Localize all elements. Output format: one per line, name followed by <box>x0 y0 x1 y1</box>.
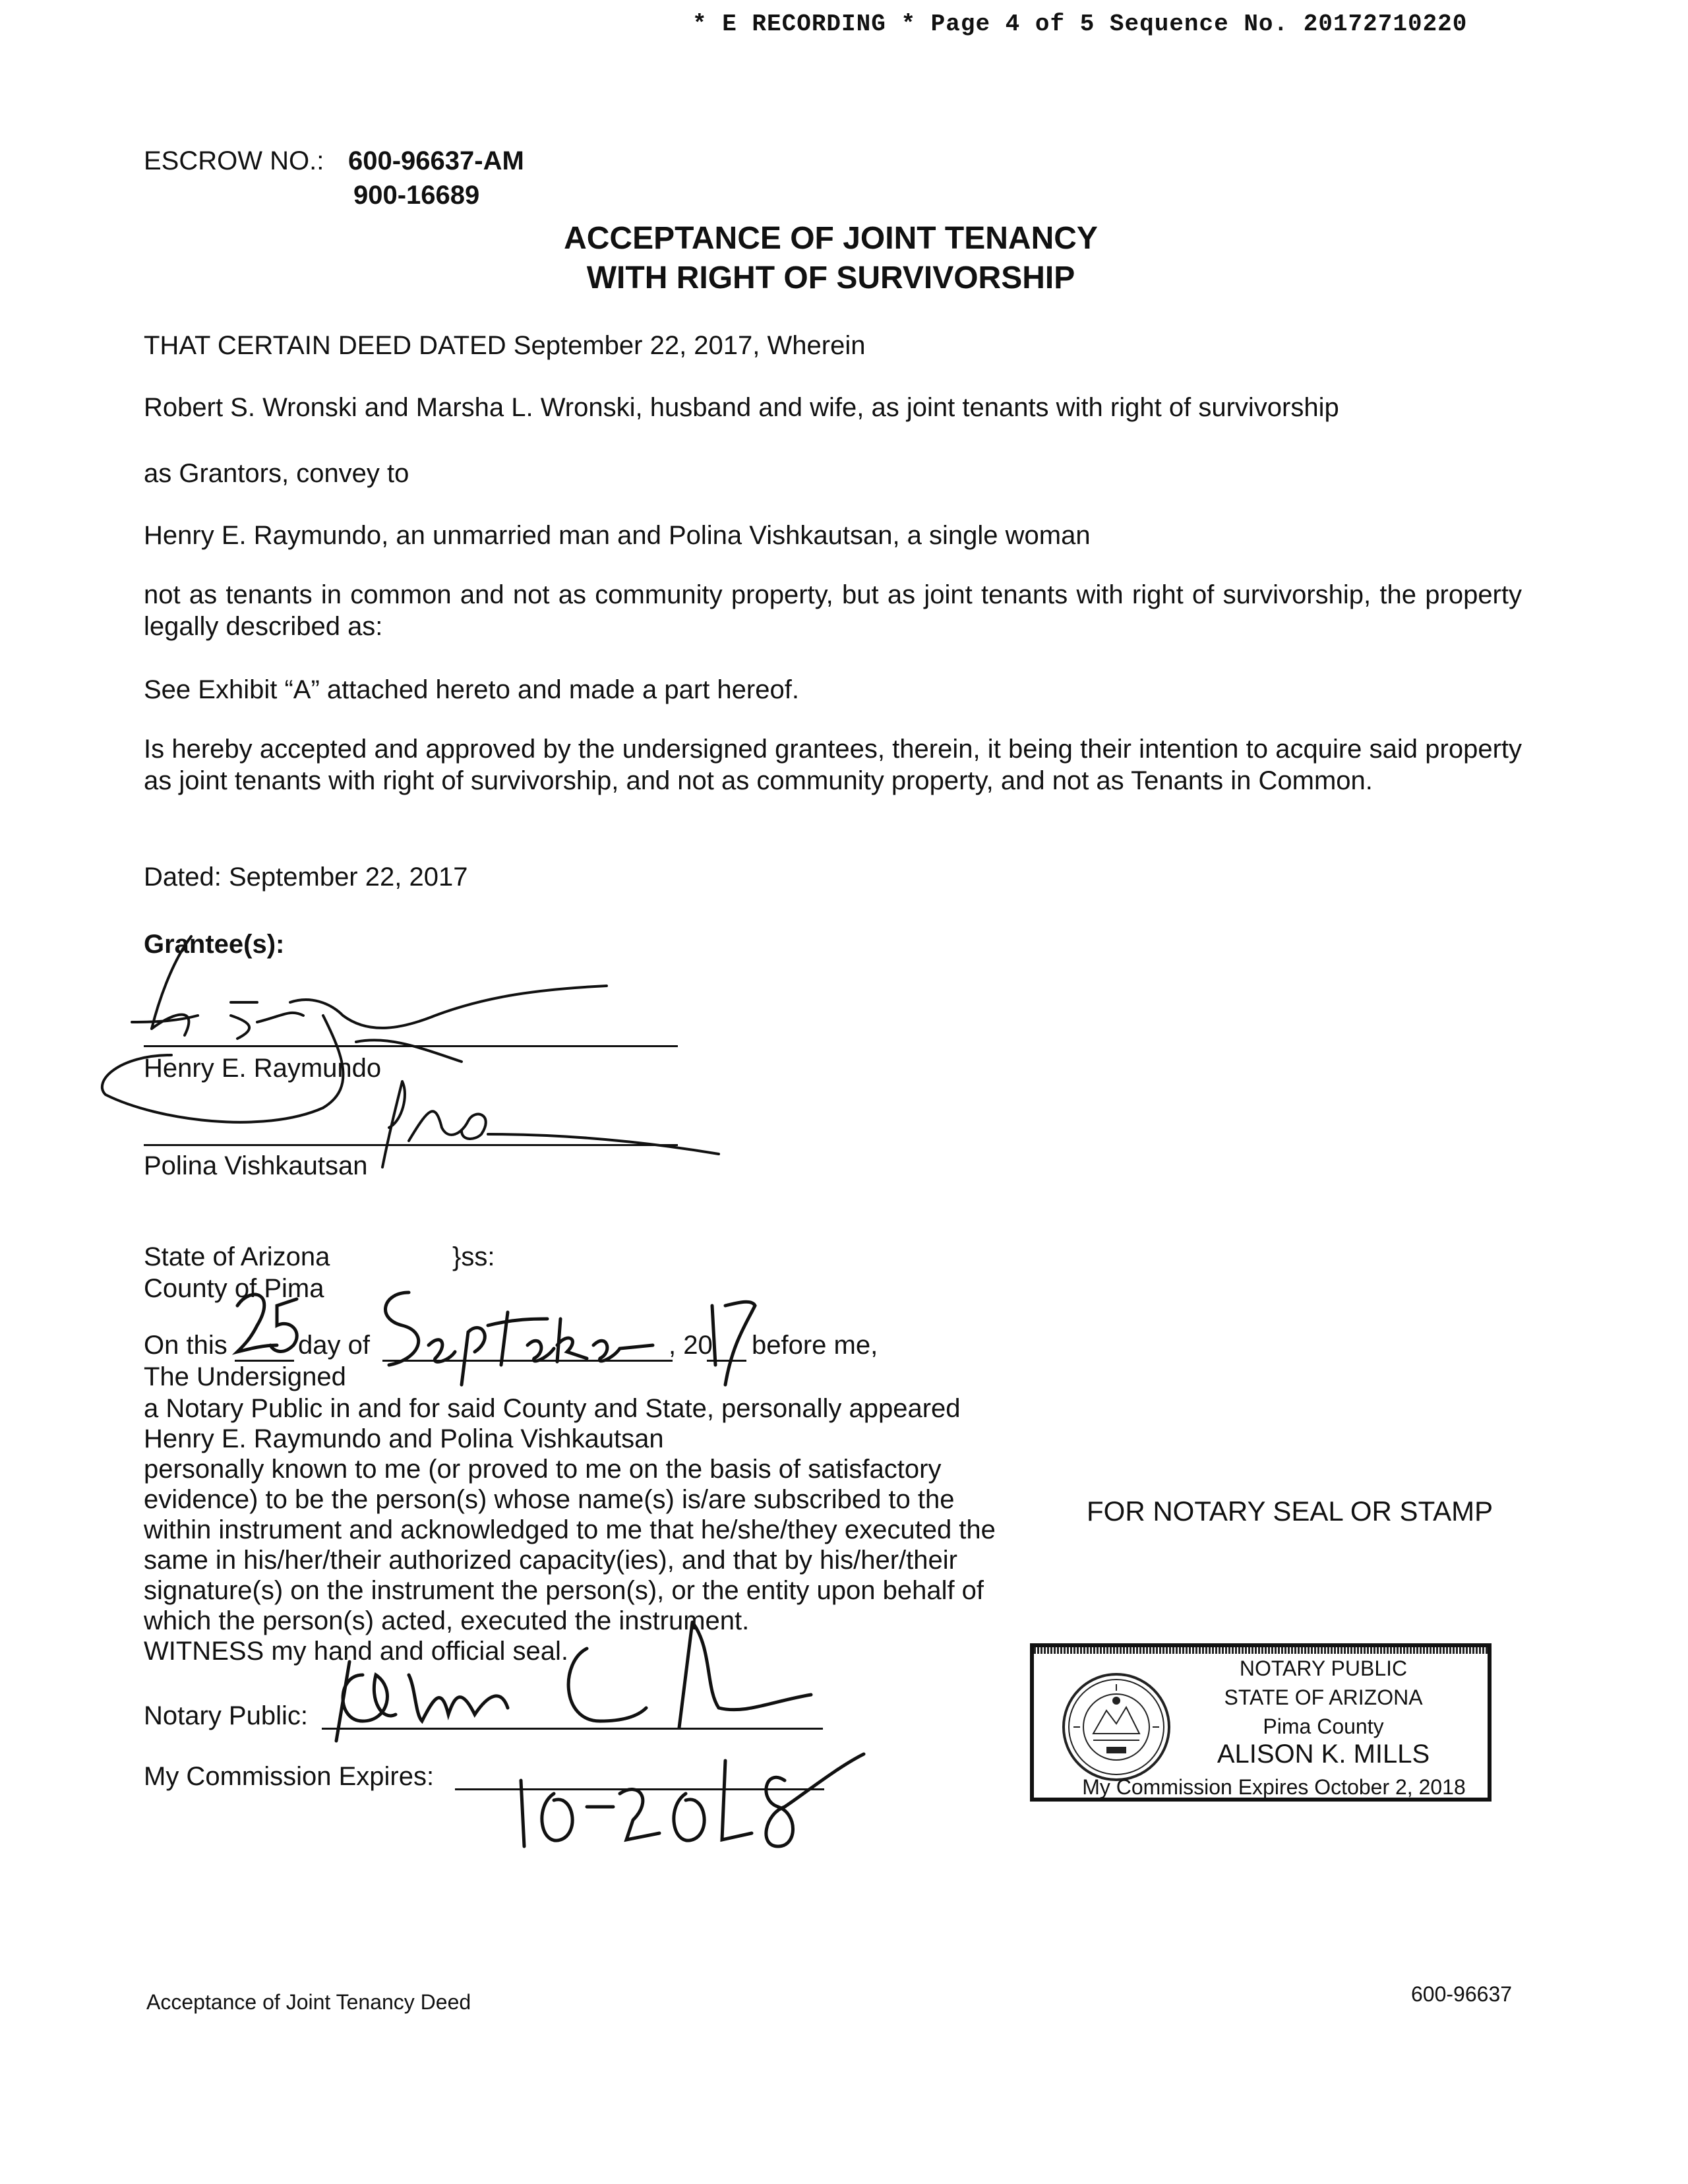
stamp-top-border <box>1034 1647 1488 1654</box>
tenancy-paragraph: not as tenants in common and not as community property, but as joint tenants with right of survivorship, the property legally described as: <box>144 580 1522 641</box>
notary-appeared-line: a Notary Public in and for said County and State, personally appeared <box>144 1394 961 1423</box>
footer-document-name: Acceptance of Joint Tenancy Deed <box>146 1990 471 2014</box>
notary-text-line-3: within instrument and acknowledged to me that he/she/they executed the <box>144 1515 996 1544</box>
notary-names-line: Henry E. Raymundo and Polina Vishkautsan <box>144 1424 664 1453</box>
title-line-2: WITH RIGHT OF SURVIVORSHIP <box>586 260 1075 295</box>
handwritten-expiry-date <box>508 1741 877 1860</box>
handwritten-day-25 <box>231 1279 310 1385</box>
venue-ss: }ss: <box>452 1242 495 1271</box>
notary-public-label: Notary Public: <box>144 1701 308 1730</box>
stamp-line-notary-public: NOTARY PUBLIC <box>1239 1656 1408 1680</box>
grantors-paragraph: Robert S. Wronski and Marsha L. Wronski, husband and wife, as joint tenants with right of survivorship <box>144 393 1339 422</box>
escrow-number-1: 600-96637-AM <box>348 146 524 175</box>
on-this-label: On this <box>144 1331 227 1360</box>
grantees-label: Grantee(s): <box>144 930 285 959</box>
notary-text-line-5: signature(s) on the instrument the person(s), or the entity upon behalf of <box>144 1576 984 1605</box>
year-prefix: , 20 <box>669 1331 713 1360</box>
exhibit-paragraph: See Exhibit “A” attached hereto and made a part hereof. <box>144 675 799 704</box>
dated-line: Dated: September 22, 2017 <box>144 863 468 892</box>
footer-escrow-number: 600-96637 <box>1411 1982 1513 2006</box>
stamp-line-county: Pima County <box>1263 1714 1384 1738</box>
notary-stamp <box>1030 1643 1492 1802</box>
notary-text-line-2: evidence) to be the person(s) whose name(s) is/are subscribed to the <box>144 1485 955 1514</box>
witness-line: WITNESS my hand and official seal. <box>144 1637 568 1666</box>
convey-paragraph: as Grantors, convey to <box>144 459 409 488</box>
grantee-1-name: Henry E. Raymundo <box>144 1054 382 1083</box>
notary-seal-area-label: FOR NOTARY SEAL OR STAMP <box>1087 1496 1493 1527</box>
deed-dated-paragraph: THAT CERTAIN DEED DATED September 22, 2017, Wherein <box>144 331 866 360</box>
handwritten-year-17 <box>699 1292 758 1391</box>
day-of-label: day of <box>298 1331 370 1360</box>
escrow-number-2: 900-16689 <box>353 181 480 210</box>
stamp-line-state: STATE OF ARIZONA <box>1224 1685 1423 1709</box>
undersigned-label: The Undersigned <box>144 1362 346 1391</box>
stamp-line-notary-name: ALISON K. MILLS <box>1217 1740 1430 1769</box>
notary-text-line-4: same in his/her/their authorized capacity(ies), and that by his/her/their <box>144 1546 957 1575</box>
stamp-line-commission: My Commission Expires October 2, 2018 <box>1082 1775 1466 1799</box>
arizona-state-seal-icon <box>1060 1671 1172 1783</box>
venue-county: County of Pima <box>144 1274 324 1303</box>
grantee-2-name: Polina Vishkautsan <box>144 1151 368 1180</box>
grantees-paragraph: Henry E. Raymundo, an unmarried man and Polina Vishkautsan, a single woman <box>144 521 1091 550</box>
title-line-1: ACCEPTANCE OF JOINT TENANCY <box>564 221 1098 256</box>
before-me-label: before me, <box>752 1331 878 1360</box>
notary-handwritten-signature <box>310 1609 877 1754</box>
venue-state: State of Arizona <box>144 1242 330 1271</box>
handwritten-month-september <box>369 1279 673 1398</box>
grantee-2-handwritten-signature <box>363 1068 732 1180</box>
document-title <box>514 219 1147 298</box>
notary-text-line-1: personally known to me (or proved to me on the basis of satisfactory <box>144 1455 942 1484</box>
escrow-label: ESCROW NO.: <box>144 146 324 175</box>
notary-text-line-6: which the person(s) acted, executed the instrument. <box>144 1606 750 1635</box>
commission-expires-label: My Commission Expires: <box>144 1762 435 1791</box>
acceptance-paragraph: Is hereby accepted and approved by the undersigned grantees, therein, it being their intention to acquire said property as joint tenants with right of survivorship, and not as community property, and not as Tenants in Common. <box>144 735 1522 795</box>
recording-header: * E RECORDING * Page 4 of 5 Sequence No. 20172710220 <box>692 11 1468 38</box>
